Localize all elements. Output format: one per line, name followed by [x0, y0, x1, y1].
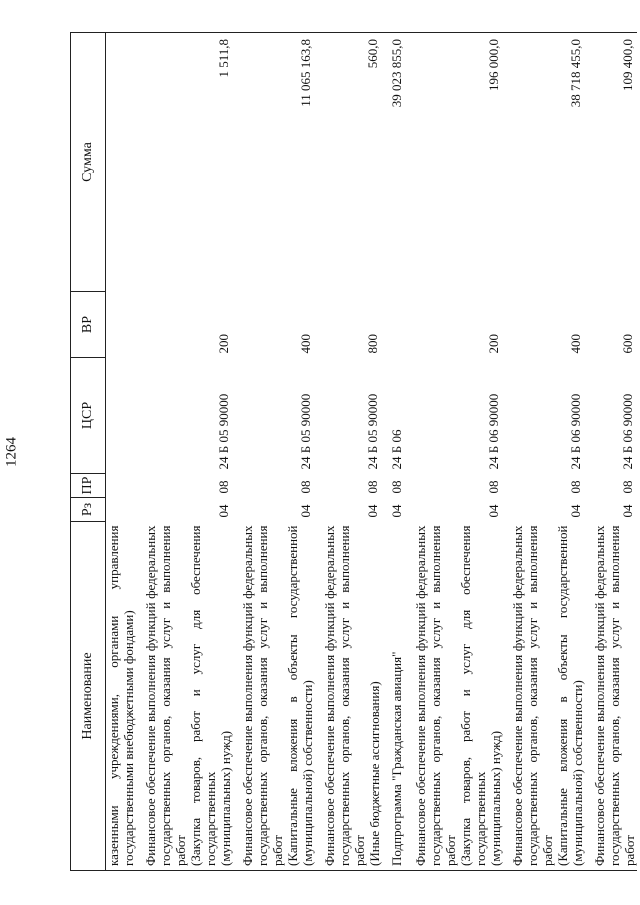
- row-csr: 24 Б 05 90000: [216, 393, 231, 470]
- row-pr: 08: [620, 480, 635, 494]
- row-sum: [106, 33, 137, 292]
- row-name-line: (Закупка товаров, работ и услуг для обеспечения государственных: [188, 525, 218, 866]
- table-body: [106, 33, 638, 871]
- row-name-line: государственных органов, оказания услуг и выполнения работ: [337, 525, 367, 866]
- table-row: [503, 33, 585, 871]
- row-csr: 24 Б 06 90000: [568, 393, 583, 470]
- row-vr: 400: [568, 334, 583, 354]
- row-name-line: (муниципальных) нужд): [218, 730, 233, 866]
- row-pr: 08: [486, 480, 501, 494]
- row-name: [136, 522, 233, 871]
- row-sum: 560,0: [315, 33, 382, 292]
- row-sum: 196 000,0: [406, 33, 503, 292]
- row-name-line: государственных органов, оказания услуг и выполнения работ: [158, 525, 188, 866]
- row-name-line: государственными внебюджетными фондами): [121, 610, 136, 866]
- row-vr: [382, 292, 406, 358]
- header-vr: ВР: [71, 292, 106, 358]
- row-name: [233, 522, 315, 871]
- row-pr: 08: [216, 480, 231, 494]
- budget-table: [70, 32, 637, 871]
- row-sum: 11 065 163,8: [233, 33, 315, 292]
- table-row: [585, 33, 637, 871]
- row-vr: 200: [486, 334, 501, 354]
- row-rz: 04: [216, 504, 231, 518]
- row-csr: 24 Б 06 90000: [486, 393, 501, 470]
- row-vr: 400: [298, 334, 313, 354]
- row-rz: 04: [365, 504, 380, 518]
- row-pr: 08: [389, 480, 404, 494]
- row-name-line: Финансовое обеспечение выполнения функций федеральных: [143, 525, 158, 866]
- row-name: [503, 522, 585, 871]
- row-name-line: Финансовое обеспечение выполнения функций федеральных: [413, 525, 428, 866]
- row-name-line: государственных органов, оказания услуг и выполнения работ: [428, 525, 458, 866]
- row-name: [406, 522, 503, 871]
- row-csr: 24 Б 06: [389, 429, 404, 470]
- row-name: [382, 522, 406, 871]
- row-name-line: Финансовое обеспечение выполнения функций федеральных: [592, 525, 607, 866]
- row-name-line: (Закупка товаров, работ и услуг для обеспечения государственных: [458, 525, 488, 866]
- row-rz: 04: [568, 504, 583, 518]
- row-vr: 600: [620, 334, 635, 354]
- row-csr: 24 Б 05 90000: [365, 393, 380, 470]
- row-name-line: Финансовое обеспечение выполнения функций федеральных: [240, 525, 255, 866]
- page-number: 1264: [3, 437, 20, 467]
- table-row: [136, 33, 233, 871]
- row-pr: 08: [568, 480, 583, 494]
- row-name-line: (Капитальные вложения в объекты государственной: [555, 525, 570, 866]
- row-vr: [106, 292, 137, 358]
- row-sum: 38 718 455,0: [503, 33, 585, 292]
- row-name-line: Финансовое обеспечение выполнения функций федеральных: [510, 525, 525, 866]
- header-pr: ПР: [71, 474, 106, 498]
- row-pr: 08: [298, 480, 313, 494]
- row-name: [106, 522, 137, 871]
- row-name-line: (Капитальные вложения в объекты государственной: [285, 525, 300, 866]
- row-pr: 08: [365, 480, 380, 494]
- row-csr: 24 Б 05 90000: [298, 393, 313, 470]
- table-row: [315, 33, 382, 871]
- header-rz: Рз: [71, 498, 106, 522]
- row-rz: 04: [620, 504, 635, 518]
- row-name-line: (муниципальной) собственности): [300, 680, 315, 866]
- row-sum: 39 023 855,0: [382, 33, 406, 292]
- header-csr: ЦСР: [71, 358, 106, 474]
- row-sum: 109 400,0: [585, 33, 637, 292]
- row-name-line: государственных органов, оказания услуг и выполнения работ: [607, 525, 637, 866]
- row-name-line: (Иные бюджетные ассигнования): [367, 681, 382, 866]
- row-vr: 800: [365, 334, 380, 354]
- row-name-line: (муниципальной) собственности): [570, 680, 585, 866]
- row-name-line: Финансовое обеспечение выполнения функций федеральных: [322, 525, 337, 866]
- row-rz: [106, 498, 137, 522]
- row-sum: 1 511,8: [136, 33, 233, 292]
- row-name: [315, 522, 382, 871]
- row-rz: 04: [389, 504, 404, 518]
- row-name-line: (муниципальных) нужд): [488, 730, 503, 866]
- header-sum: Сумма: [71, 33, 106, 292]
- row-name: [585, 522, 637, 871]
- row-name-line: государственных органов, оказания услуг и выполнения работ: [525, 525, 555, 866]
- row-name-line: Подпрограмма "Гражданская авиация": [389, 651, 404, 866]
- row-rz: 04: [486, 504, 501, 518]
- table-row: [406, 33, 503, 871]
- table-row: [233, 33, 315, 871]
- row-csr: 24 Б 06 90000: [620, 393, 635, 470]
- table-row: [382, 33, 406, 871]
- budget-table-wrapper: [70, 33, 637, 871]
- table-row: [106, 33, 137, 871]
- row-vr: 200: [216, 334, 231, 354]
- header-name: Наименование: [71, 522, 106, 871]
- row-pr: [106, 474, 137, 498]
- table-header-row: [71, 33, 106, 871]
- row-rz: 04: [298, 504, 313, 518]
- row-name-line: государственных органов, оказания услуг и выполнения работ: [255, 525, 285, 866]
- row-csr: [106, 358, 137, 474]
- row-name-line: казенными учреждениями, органами управления: [106, 525, 121, 866]
